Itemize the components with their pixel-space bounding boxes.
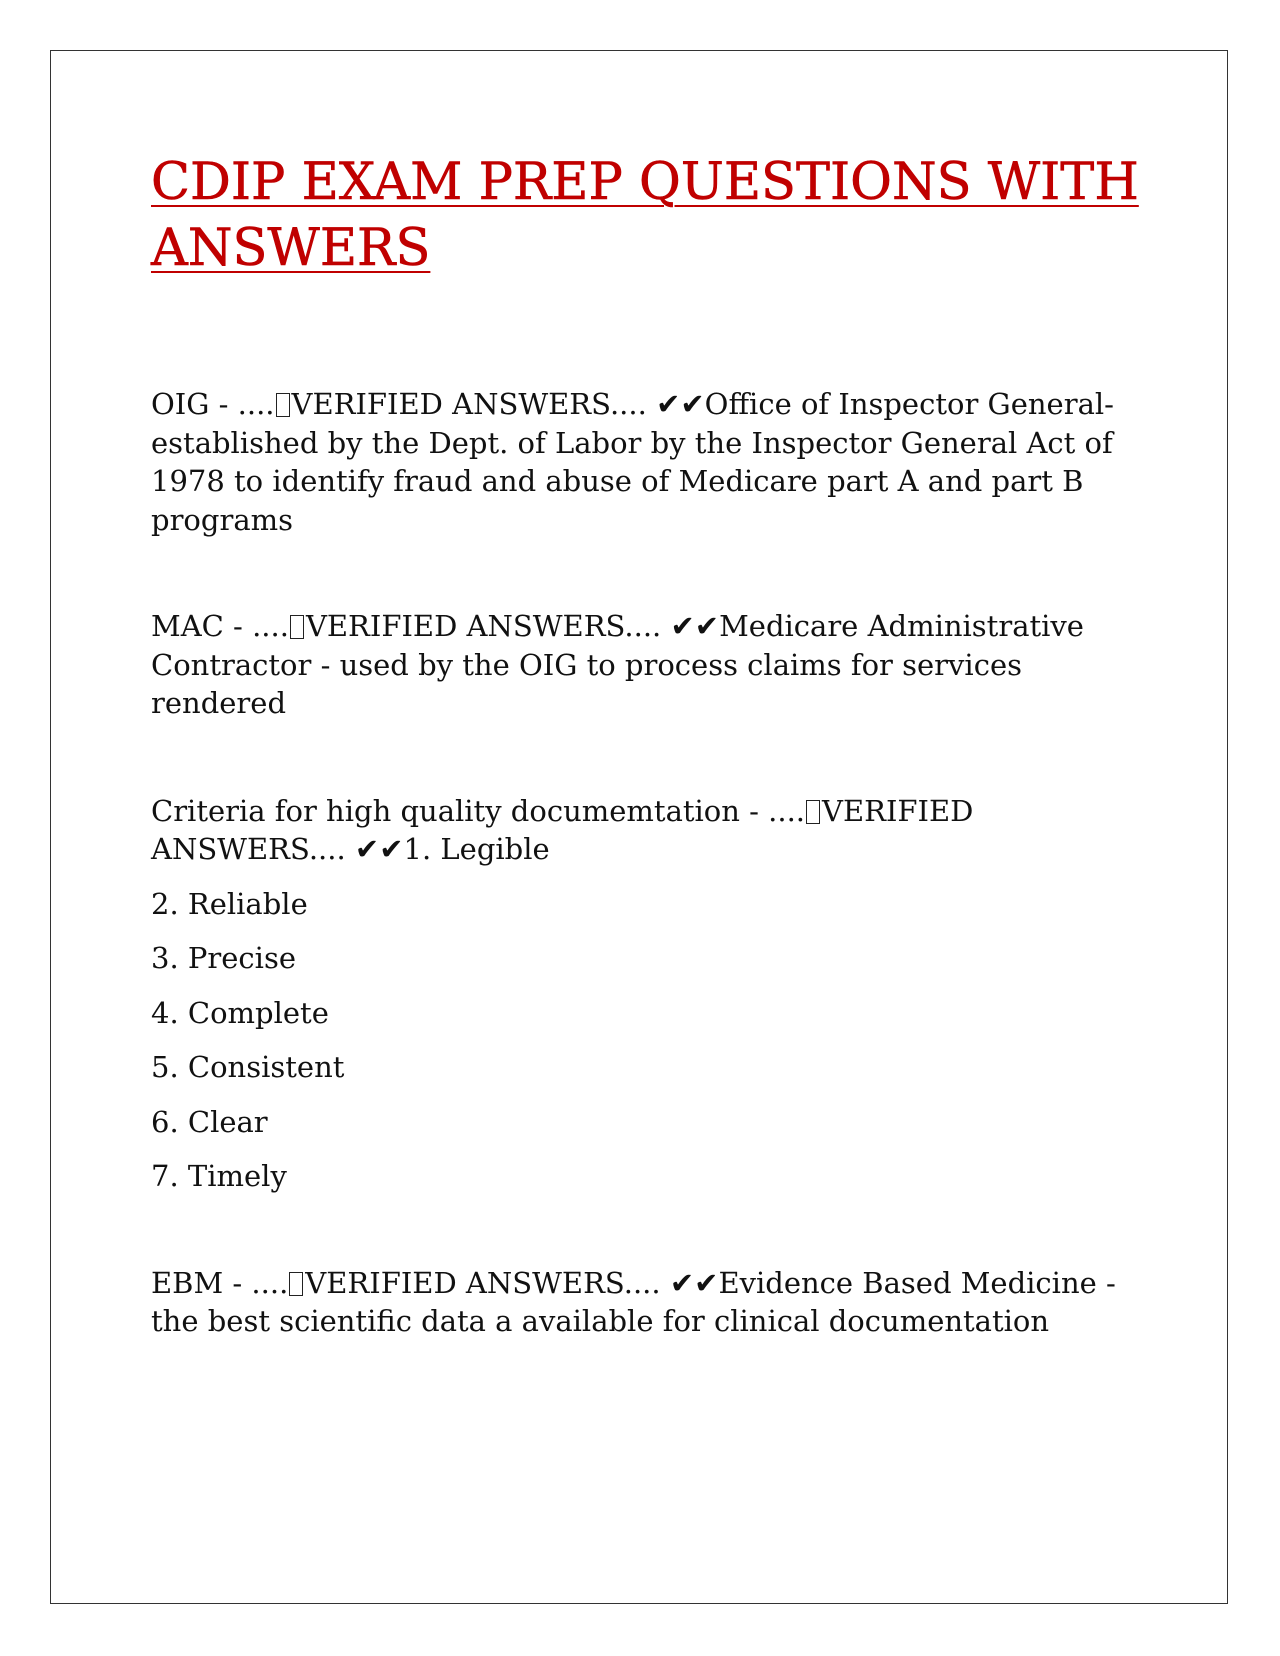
list-item: 6. Clear — [151, 1104, 268, 1139]
entry-answer: Office of Inspector General- established by the Dept. of Labor by the Inspector General Act of 1978 to identify fraud and abuse of Medicare part A and part B programs — [151, 387, 1114, 537]
entry-separator: - .... — [223, 609, 289, 643]
entry-verified-label: VERIFIED ANSWERS.... — [305, 1265, 670, 1300]
entry-term: Criteria for high quality documemtation — [151, 793, 740, 828]
entry-separator: - .... — [209, 387, 275, 421]
qa-entry-criteria — [151, 792, 1141, 869]
missing-glyph-icon — [290, 615, 304, 639]
check-mark-icon: ✔✔ — [354, 832, 404, 866]
entry-term: OIG — [151, 387, 210, 421]
entry-verified-label: VERIFIED ANSWERS.... — [305, 609, 671, 643]
missing-glyph-icon — [806, 800, 820, 824]
missing-glyph-icon — [289, 1272, 303, 1296]
entry-answer: 1. Legible — [403, 832, 550, 866]
entry-verified-label: VERIFIED ANSWERS.... — [151, 793, 974, 866]
check-mark-icon: ✔✔ — [669, 1265, 719, 1300]
list-item: 2. Reliable — [151, 886, 308, 921]
check-mark-icon: ✔✔ — [670, 609, 720, 643]
entry-answer: Evidence Based Medicine - the best scientific data a available for clinical documentation — [151, 1265, 1116, 1338]
qa-entry-oig — [151, 385, 1141, 539]
list-item: 7. Timely — [151, 1159, 287, 1193]
entry-separator: - .... — [223, 1265, 289, 1300]
entry-term: MAC — [151, 609, 224, 643]
entry-answer: Medicare Administrative Contractor - used by the OIG to process claims for services rendered — [151, 609, 1084, 720]
document-body — [151, 150, 1141, 1341]
list-item: 4. Complete — [151, 995, 329, 1030]
qa-entry-mac — [151, 607, 1141, 723]
qa-entry-ebm — [151, 1264, 1141, 1341]
entry-term: EBM — [151, 1265, 224, 1300]
list-item: 3. Precise — [151, 941, 296, 975]
document-title: CDIP EXAM PREP QUESTIONS WITH ANSWERS — [151, 153, 1139, 278]
entry-separator: - .... — [739, 793, 806, 828]
entry-verified-label: VERIFIED ANSWERS.... — [291, 387, 657, 421]
check-mark-icon: ✔✔ — [656, 387, 705, 421]
missing-glyph-icon — [276, 393, 290, 417]
list-item: 5. Consistent — [151, 1050, 345, 1084]
